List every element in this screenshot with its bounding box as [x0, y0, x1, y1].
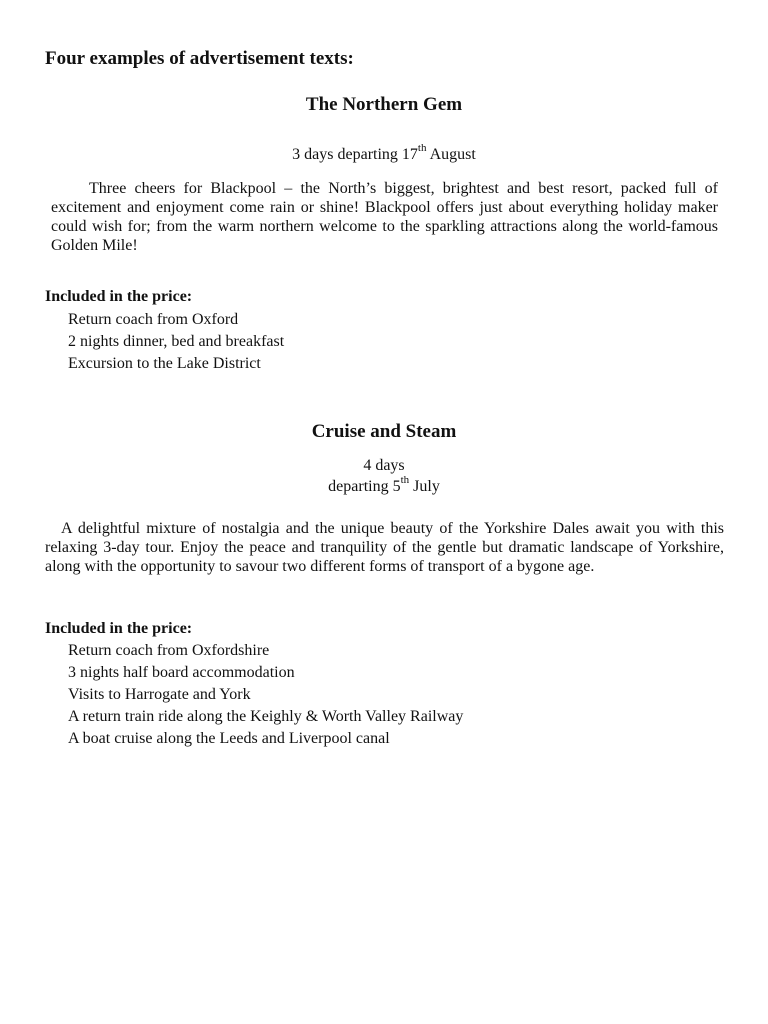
- document-heading: Four examples of advertisement texts:: [45, 48, 354, 69]
- included-list-cruise-and-steam: [68, 640, 463, 750]
- departure-prefix: departing 5: [328, 478, 401, 495]
- departure-month: August: [426, 146, 476, 163]
- included-list-northern-gem: [68, 309, 284, 375]
- ordinal-suffix: th: [417, 142, 427, 154]
- ordinal-suffix: th: [400, 474, 410, 486]
- ad-title-cruise-and-steam: Cruise and Steam: [311, 421, 457, 442]
- ad-duration-cruise-and-steam: 4 days: [363, 457, 405, 474]
- departure-prefix: 3 days departing 17: [292, 146, 418, 163]
- ad-departure-northern-gem: [0, 142, 768, 165]
- list-item: Excursion to the Lake District: [68, 355, 261, 372]
- included-heading-northern-gem: Included in the price:: [45, 288, 193, 305]
- list-item: 3 nights half board accommodation: [68, 664, 295, 681]
- departure-month: July: [409, 478, 440, 495]
- ad-description-cruise-and-steam: A delightful mixture of nostalgia and the unique beauty of the Yorkshire Dales await you with this relaxing 3-day tour. Enjoy the peace and tranquility of the gentle but dramatic landscape of Yorkshire, along with the opportunity to savour two different forms of transport of a bygone age.: [45, 520, 724, 575]
- list-item: A boat cruise along the Leeds and Liverpool canal: [68, 730, 390, 747]
- included-heading-cruise-and-steam: Included in the price:: [45, 620, 193, 637]
- ad-departure-cruise-and-steam: [0, 474, 768, 497]
- ad-title-northern-gem: The Northern Gem: [305, 94, 463, 115]
- list-item: 2 nights dinner, bed and breakfast: [68, 333, 285, 350]
- list-item: Return coach from Oxfordshire: [68, 642, 270, 659]
- ad-description-northern-gem: Three cheers for Blackpool – the North’s biggest, brightest and best resort, packed full of excitement and enjoyment come rain or shine! Blackpool offers just about everything holiday maker could wish for; from the warm northern welcome to the sparkling attractions along the world-famous Golden Mile!: [51, 180, 718, 254]
- list-item: Return coach from Oxford: [68, 311, 239, 328]
- list-item: Visits to Harrogate and York: [68, 686, 251, 703]
- list-item: A return train ride along the Keighly & Worth Valley Railway: [68, 708, 464, 725]
